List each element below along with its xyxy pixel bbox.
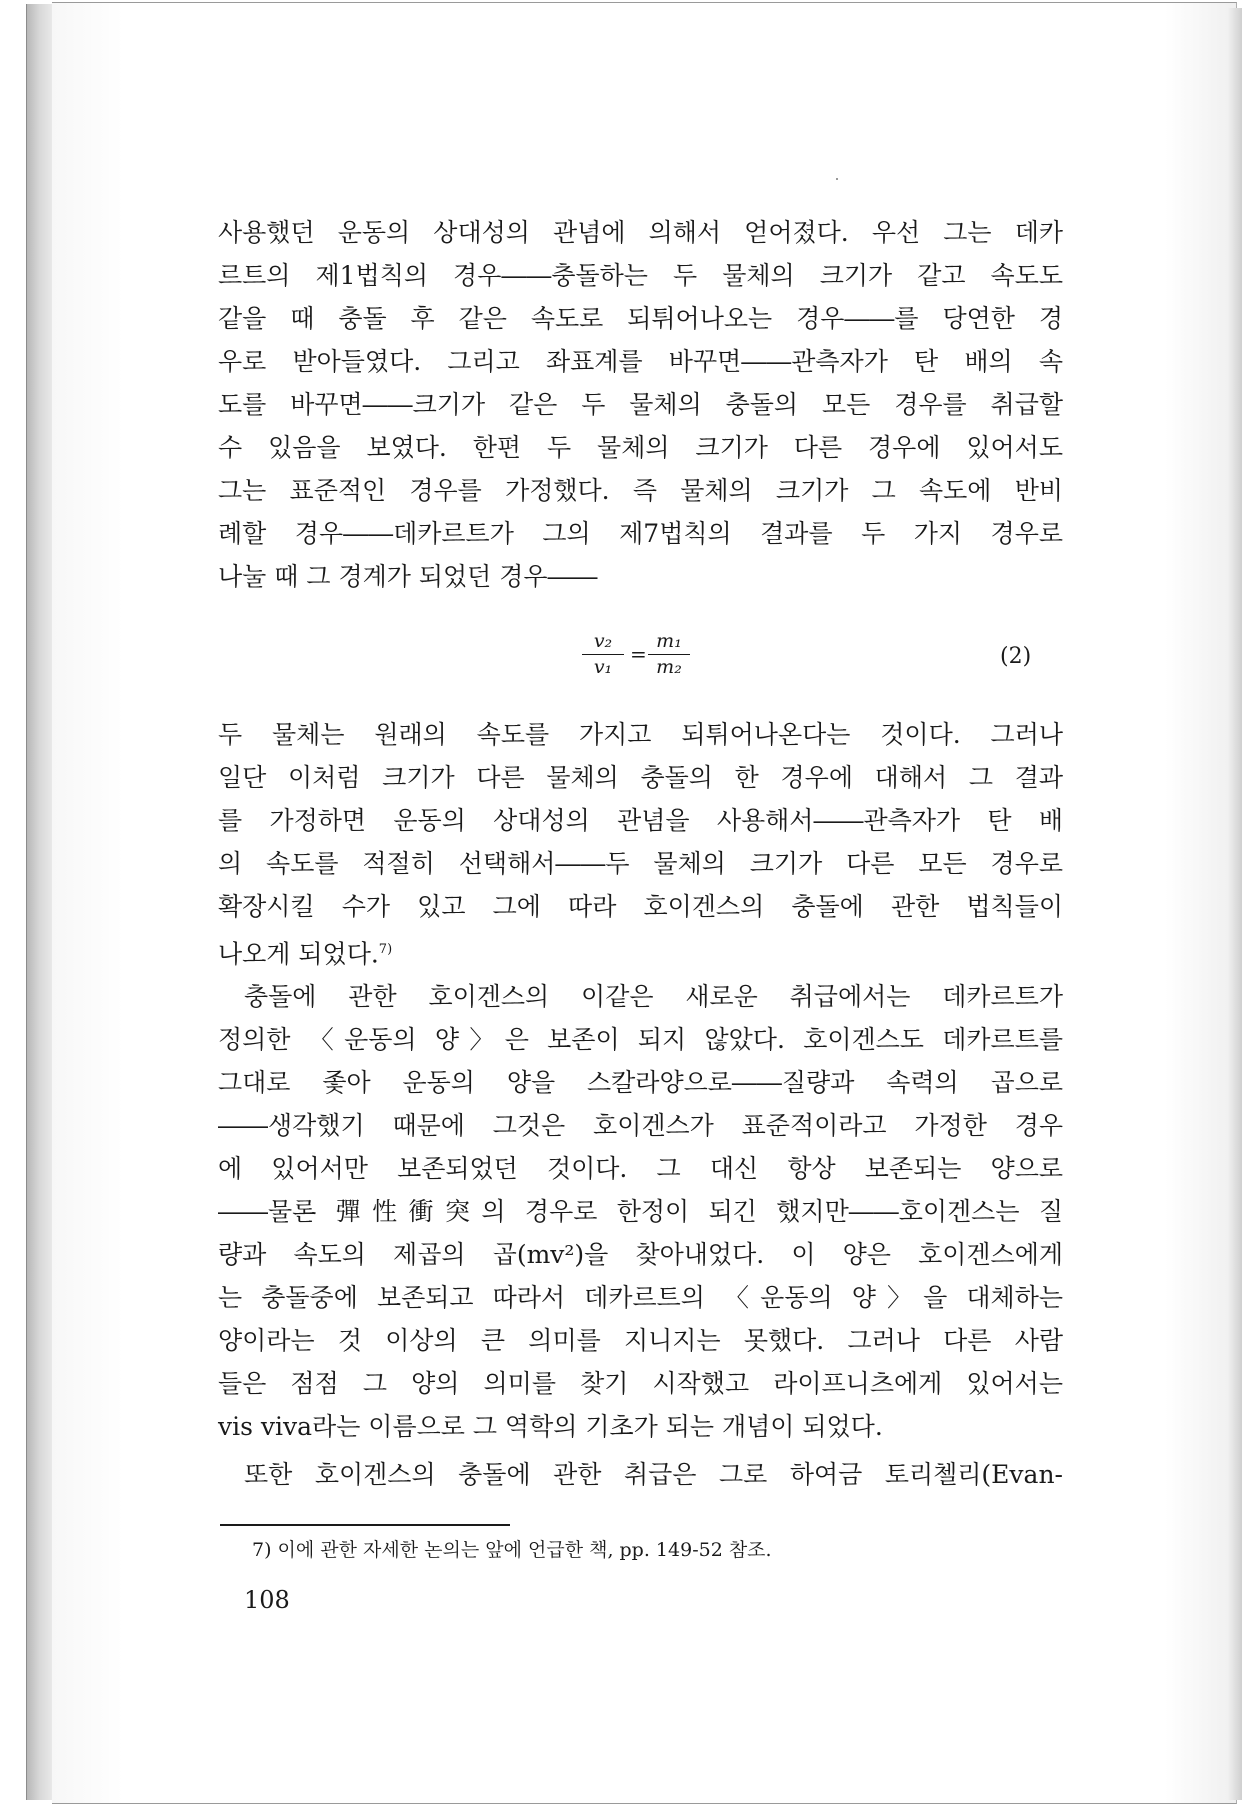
text-line: 일단 이처럼 크기가 다른 물체의 충돌의 한 경우에 대해서 그 결과 bbox=[218, 763, 1063, 792]
text-line: vis viva라는 이름으로 그 역학의 기초가 되는 개념이 되었다. bbox=[218, 1412, 883, 1441]
text-line: 량과 속도의 제곱의 곱(mv²)을 찾아내었다. 이 양은 호이겐스에게 bbox=[218, 1240, 1063, 1269]
text-line: 들은 점점 그 양의 의미를 찾기 시작했고 라이프니츠에게 있어서는 bbox=[218, 1369, 1063, 1398]
book-spine-shadow bbox=[26, 4, 55, 1800]
rhs-denominator: m₂ bbox=[656, 656, 682, 678]
speck-mark bbox=[836, 178, 838, 180]
text-line-content: 나오게 되었다. bbox=[218, 939, 379, 969]
rhs-numerator: m₁ bbox=[656, 630, 682, 652]
equation bbox=[580, 630, 720, 686]
text-line: 도를 바꾸면――크기가 같은 두 물체의 충돌의 모든 경우를 취급할 bbox=[218, 390, 1063, 419]
text-line: 확장시킬 수가 있고 그에 따라 호이겐스의 충돌에 관한 법칙들이 bbox=[218, 892, 1063, 921]
fraction-bar bbox=[582, 654, 624, 655]
text-line bbox=[218, 933, 1063, 967]
text-line: 사용했던 운동의 상대성의 관념에 의해서 얻어졌다. 우선 그는 데카 bbox=[218, 218, 1063, 247]
text-line: 그대로 좇아 운동의 양을 스칼라양으로――질량과 속력의 곱으로 bbox=[218, 1068, 1063, 1097]
text-line: 또한 호이겐스의 충돌에 관한 취급은 그로 하여금 토리첼리(Evan- bbox=[244, 1460, 1063, 1489]
equation-number: (2) bbox=[1000, 644, 1032, 669]
text-line: 나눌 때 그 경계가 되었던 경우―― bbox=[218, 562, 598, 591]
lhs-denominator: v₁ bbox=[593, 656, 613, 678]
footnote: 7) 이에 관한 자세한 논의는 앞에 언급한 책, pp. 149-52 참조. bbox=[252, 1539, 772, 1561]
footnote-reference: 7) bbox=[378, 942, 393, 957]
text-line: 례할 경우――데카르트가 그의 제7법칙의 결과를 두 가지 경우로 bbox=[218, 519, 1063, 548]
text-line: 양이라는 것 이상의 큰 의미를 지니지는 못했다. 그러나 다른 사람 bbox=[218, 1326, 1063, 1355]
text-line: 를 가정하면 운동의 상대성의 관념을 사용해서――관측자가 탄 배 bbox=[218, 806, 1063, 835]
text-line: 는 충돌중에 보존되고 따라서 데카르트의 〈운동의 양〉을 대체하는 bbox=[218, 1283, 1063, 1312]
text-line: 에 있어서만 보존되었던 것이다. 그 대신 항상 보존되는 양으로 bbox=[218, 1154, 1063, 1183]
text-line: 우로 받아들였다. 그리고 좌표계를 바꾸면――관측자가 탄 배의 속 bbox=[218, 347, 1063, 376]
text-line: 그는 표준적인 경우를 가정했다. 즉 물체의 크기가 그 속도에 반비 bbox=[218, 476, 1063, 505]
text-line: 같을 때 충돌 후 같은 속도로 되튀어나오는 경우――를 당연한 경 bbox=[218, 304, 1063, 333]
text-line: 의 속도를 적절히 선택해서――두 물체의 크기가 다른 모든 경우로 bbox=[218, 849, 1063, 878]
text-line: ――생각했기 때문에 그것은 호이겐스가 표준적이라고 가정한 경우 bbox=[218, 1111, 1063, 1140]
text-line: 충돌에 관한 호이겐스의 이같은 새로운 취급에서는 데카르트가 bbox=[244, 982, 1063, 1011]
lhs-numerator: v₂ bbox=[593, 630, 613, 652]
equals-sign: = bbox=[630, 642, 647, 666]
text-line: 정의한 〈운동의 양〉은 보존이 되지 않았다. 호이겐스도 데카르트를 bbox=[218, 1025, 1063, 1054]
text-line: 두 물체는 원래의 속도를 가지고 되튀어나온다는 것이다. 그러나 bbox=[218, 720, 1063, 749]
page-right-edge bbox=[1228, 8, 1242, 1800]
footnote-rule bbox=[220, 1524, 510, 1526]
text-line: ――물론 彈性衝突의 경우로 한정이 되긴 했지만――호이겐스는 질 bbox=[218, 1197, 1063, 1226]
text-line: 르트의 제1법칙의 경우――충돌하는 두 물체의 크기가 같고 속도도 bbox=[218, 261, 1063, 290]
text-line: 수 있음을 보였다. 한편 두 물체의 크기가 다른 경우에 있어서도 bbox=[218, 433, 1063, 462]
fraction-bar bbox=[648, 654, 690, 655]
page-number: 108 bbox=[244, 1586, 290, 1614]
